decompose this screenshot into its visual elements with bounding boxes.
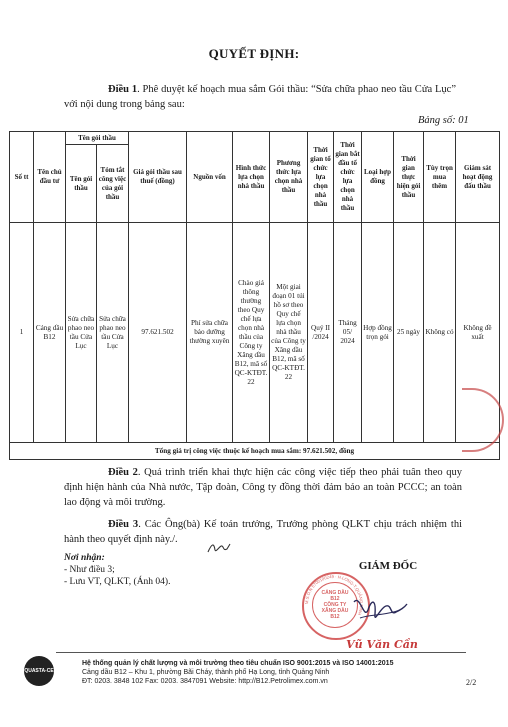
header-selection-form: Hình thức lựa chọn nhà thầu: [233, 132, 270, 223]
footer-text: [82, 659, 393, 686]
header-summary: Tóm tắt công việc của gói thầu: [97, 145, 129, 223]
header-source: Nguồn vốn: [187, 132, 233, 223]
signer-name: Vũ Văn Cần: [346, 638, 418, 651]
director-signature: [350, 590, 410, 630]
total-value: Tổng giá trị công việc thuộc kế hoạch mua sắm: 97.621.502, đồng: [10, 443, 500, 460]
signer-position: GIÁM ĐỐC: [358, 560, 418, 572]
cell-contract-type: Hợp đồng trọn gói: [362, 223, 394, 443]
cell-price: 97.621.502: [129, 223, 187, 443]
cell-start-time: Quý II /2024: [308, 223, 334, 443]
footer-line-3: ĐT: 0203. 3848 102 Fax: 0203. 3847091 Website: http://B12.Petrolimex.com.vn: [82, 678, 328, 685]
cell-option-buy: Không có: [424, 223, 456, 443]
seal-line: XĂNG DẦU: [321, 608, 349, 614]
header-start-time-2: Thời gian bắt đầu tổ chức lựa chọn nhà thầu: [334, 132, 362, 223]
table-row: [10, 223, 500, 443]
recipients-header: Nơi nhận:: [64, 553, 105, 563]
header-selection-method: Phương thức lựa chọn nhà thầu: [270, 132, 308, 223]
procurement-plan-table: [9, 131, 500, 460]
article-1-label: Điều 1: [108, 84, 138, 95]
cell-owner: Cảng dầu B12: [34, 223, 66, 443]
header-start-time: Thời gian tổ chức lựa chọn nhà thầu: [308, 132, 334, 223]
article-2: [64, 465, 462, 510]
cell-selection-form: Chào giá thông thường theo Quy chế lựa chọn nhà thầu của Công ty Xăng dầu B12, mã số QC-KTĐT. 22: [233, 223, 270, 443]
header-package-name: Tên gói thầu: [66, 145, 97, 223]
page-title: QUYẾT ĐỊNH:: [208, 46, 300, 61]
cell-supervision: Không đề xuất: [456, 223, 500, 443]
seal-line: B12: [330, 614, 340, 620]
cell-selection-method: Một giai đoạn 01 túi hồ sơ theo Quy chế lựa chọn nhà thầu của Công ty Xăng dầu B12, mã số QC-KTĐT. 22: [270, 223, 308, 443]
header-contract-type: Loại hợp đồng: [362, 132, 394, 223]
header-price: Giá gói thầu sau thuế (đồng): [129, 132, 187, 223]
header-supervision: Giám sát hoạt động đấu thầu: [456, 132, 500, 223]
cell-package-name: Sửa chữa phao neo tầu Cửa Lục: [66, 223, 97, 443]
recipients: [64, 552, 170, 588]
seal-line: CÔNG TY: [323, 602, 347, 608]
article-1-text: . Phê duyệt kế hoạch mua sắm Gói thầu: “Sửa chữa phao neo tầu Cửa Lục” với nội dung trong bảng sau:: [64, 84, 456, 110]
cell-stt: 1: [10, 223, 34, 443]
header-owner: Tên chủ đầu tư: [34, 132, 66, 223]
cell-source: Phí sửa chữa bảo dưỡng thường xuyên: [187, 223, 233, 443]
cell-start-time-2: Tháng 05/ 2024: [334, 223, 362, 443]
page-number: 2/2: [466, 678, 477, 687]
recipient-item: - Như điều 3;: [64, 565, 115, 575]
cell-summary: Sửa chữa phao neo tầu Cửa Lục: [97, 223, 129, 443]
header-option-buy: Tùy trọn mua thêm: [424, 132, 456, 223]
seal-line: CẢNG DẦU: [321, 590, 349, 596]
article-3: [64, 517, 462, 547]
seal-line: B12: [330, 596, 340, 602]
seal-ring: M.S.D.N 5700100249 · H.LONG-T.QUẢNG NINH: [303, 573, 365, 616]
header-group: Tên gói thầu: [66, 132, 129, 145]
article-2-label: Điều 2: [108, 467, 138, 478]
footer-divider: [56, 652, 466, 653]
quasta-logo: QUASTA-CE: [24, 656, 54, 686]
initials-signature: [206, 541, 232, 555]
article-2-text: . Quá trình triển khai thực hiện các công việc tiếp theo phải tuân theo quy định hiện hành của Nhà nước, Tập đoàn, Công ty đồng thời đảm bảo an toàn PCCC; an toàn lao động và môi trường.: [64, 467, 462, 508]
header-stt: Số tt: [10, 132, 34, 223]
footer-line-2: Cảng dầu B12 – Khu 1, phường Bãi Cháy, thành phố Hạ Long, tỉnh Quảng Ninh: [82, 669, 330, 676]
table-number: Bảng số: 01: [418, 115, 469, 126]
article-1: [64, 82, 456, 112]
article-3-text: . Các Ông(bà) Kế toán trưởng, Trưởng phòng QLKT chịu trách nhiệm thi hành theo quyết định này./.: [64, 519, 462, 545]
footer-line-1: Hệ thống quản lý chất lượng và môi trường theo tiêu chuẩn ISO 9001:2015 và ISO 14001:2015: [82, 660, 394, 667]
article-3-label: Điều 3: [108, 519, 139, 530]
cell-duration: 25 ngày: [394, 223, 424, 443]
header-duration: Thời gian thực hiện gói thầu: [394, 132, 424, 223]
recipient-item: - Lưu VT, QLKT, (Ánh 04).: [64, 577, 171, 587]
